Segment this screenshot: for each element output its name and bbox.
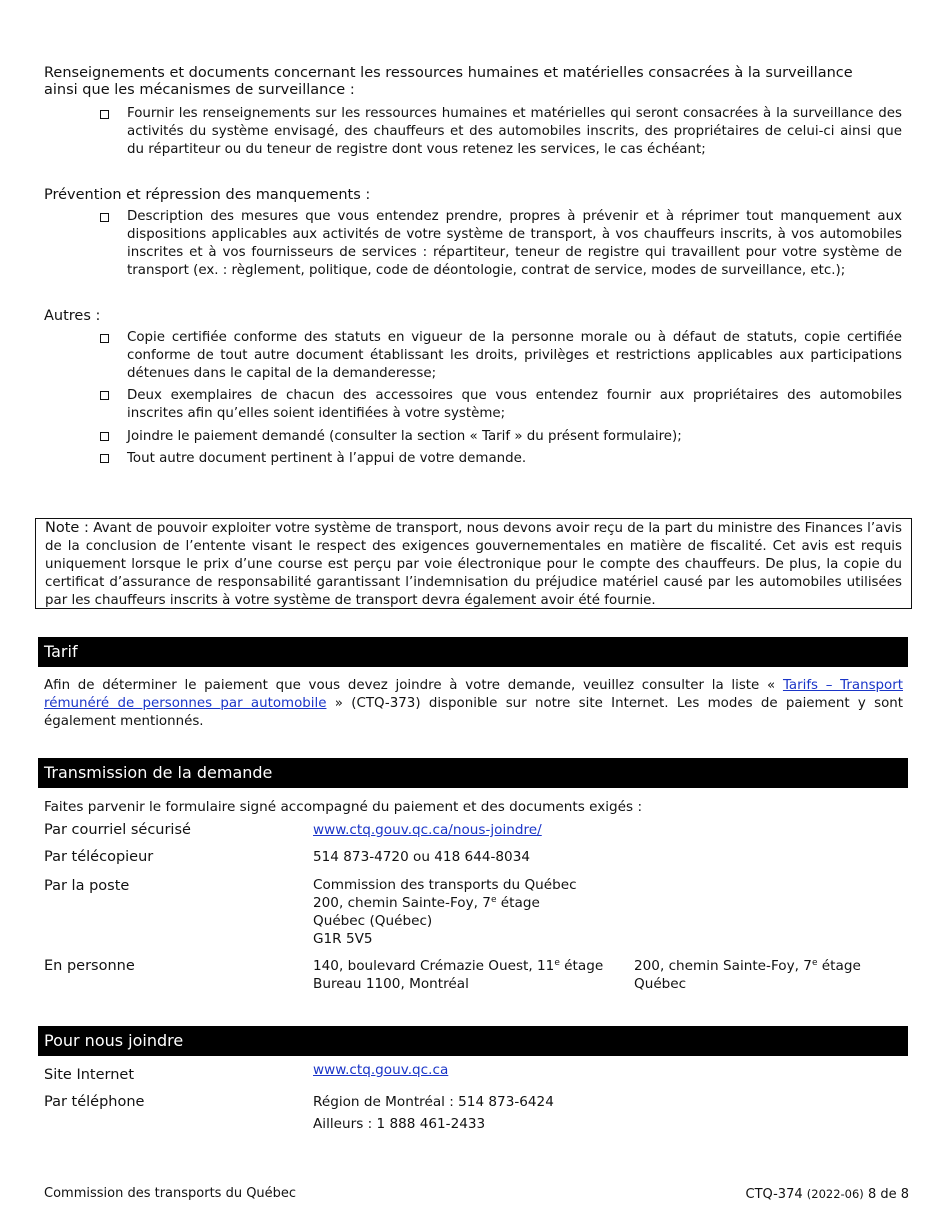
label-telephone: Par téléphone xyxy=(44,1094,145,1110)
label-courriel: Par courriel sécurisé xyxy=(44,822,191,838)
site-link[interactable]: www.ctq.gouv.qc.ca xyxy=(313,1062,449,1078)
checkbox-autres-2[interactable] xyxy=(100,391,109,400)
checklist-item: Fournir les renseignements sur les ressources humaines et matérielles qui seront consacrées à la surveillance des activités du système envisagé, des chauffeurs et des automobiles inscrits, des propriétaires de celui-ci ainsi que du répartiteur ou du teneur de registre dont vous retenez les services, le cas échéant; xyxy=(127,106,902,157)
checkbox-surveillance-1[interactable] xyxy=(100,110,109,119)
footer-organization: Commission des transports du Québec xyxy=(44,1186,297,1201)
checkbox-autres-4[interactable] xyxy=(100,454,109,463)
section-title-transmission: Transmission de la demande xyxy=(44,763,273,782)
section-bar-transmission xyxy=(38,758,908,788)
checkbox-autres-3[interactable] xyxy=(100,432,109,441)
phone-montreal: Région de Montréal : 514 873-6424 xyxy=(313,1094,554,1110)
label-poste: Par la poste xyxy=(44,878,130,894)
section-heading-autres: Autres : xyxy=(44,308,101,324)
tarif-text: » (CTQ-373) disponible sur notre site Internet. Les modes de paiement y sont également mentionnés. xyxy=(44,696,903,729)
section-title-joindre: Pour nous joindre xyxy=(44,1031,184,1050)
checklist-item: Deux exemplaires de chacun des accessoires que vous entendez fournir aux propriétaires des automobiles inscrites afin qu’elles soient identifiées à votre système; xyxy=(127,388,902,421)
poste-line: G1R 5V5 xyxy=(313,931,373,947)
note-text: Avant de pouvoir exploiter votre système de transport, nous devons avoir reçu de la part du ministre des Finances l’avis de la conclusion de l’entente visant le respect des exigences gouvernementales en matière de fiscalité. Cet avis est requis uniquement lorsque le prix d’une course est perçu par voie électronique pour le compte des chauffeurs. De plus, la copie du certificat d’assurance de responsabilité garantissant l’indemnisation du préjudice matériel causé par les automobiles utilisées par les chauffeurs inscrits à votre système de transport devra également avoir été fournie. xyxy=(45,521,902,608)
courriel-link[interactable]: www.ctq.gouv.qc.ca/nous-joindre/ xyxy=(313,822,542,838)
address-montreal xyxy=(313,957,603,993)
checklist-item: Joindre le paiement demandé (consulter la section « Tarif » du présent formulaire); xyxy=(127,429,682,444)
address-line: 140, boulevard Crémazie Ouest, 11e étage xyxy=(313,958,604,974)
address-line: 200, chemin Sainte-Foy, 7e étage xyxy=(634,958,861,974)
footer-page: 8 de 8 xyxy=(867,1187,909,1202)
poste-address xyxy=(313,876,577,948)
label-en-personne: En personne xyxy=(44,958,135,974)
transmission-intro: Faites parvenir le formulaire signé accompagné du paiement et des documents exigés : xyxy=(44,799,643,815)
section-bar-tarif xyxy=(38,637,908,667)
checklist-item: Description des mesures que vous entendez prendre, propres à prévenir et à réprimer tout manquement aux dispositions applicables aux activités de votre système de transport, à vos chauffeurs inscrits, à vos automobiles inscrites et à vos fournisseurs de services : répartiteur, teneur de registre qui travaillent pour votre système de transport (ex. : règlement, politique, code de déontologie, contrat de service, modes de surveillance, etc.); xyxy=(127,209,902,278)
tarif-paragraph xyxy=(44,677,903,731)
poste-line: Commission des transports du Québec xyxy=(313,877,577,893)
section-bar-joindre xyxy=(38,1026,908,1056)
note-box xyxy=(35,518,912,609)
phone-elsewhere: Ailleurs : 1 888 461-2433 xyxy=(313,1116,486,1132)
poste-line: Québec (Québec) xyxy=(313,913,433,929)
address-line: Québec xyxy=(634,976,687,992)
footer-form-info xyxy=(746,1186,910,1203)
address-quebec xyxy=(634,957,861,993)
label-telecopieur: Par télécopieur xyxy=(44,849,154,865)
checklist-item: Copie certifiée conforme des statuts en vigueur de la personne morale ou à défaut de statuts, copie certifiée conforme de tout autre document établissant les droits, privilèges et restrictions applicables aux participations détenues dans le capital de la demanderesse; xyxy=(127,330,902,381)
address-line: Bureau 1100, Montréal xyxy=(313,976,469,992)
section-title-tarif: Tarif xyxy=(44,642,78,661)
footer-code: CTQ-374 xyxy=(745,1187,803,1202)
tarif-link[interactable]: Tarifs – Transport rémunéré de personnes par automobile xyxy=(44,678,904,711)
checklist-item: Tout autre document pertinent à l’appui de votre demande. xyxy=(127,451,527,466)
tarif-text: Afin de déterminer le paiement que vous devez joindre à votre demande, veuillez consulter la liste « xyxy=(44,678,783,693)
section-heading-surveillance: Renseignements et documents concernant les ressources humaines et matérielles consacrées à la surveillance ainsi que les mécanismes de surveillance : xyxy=(44,65,853,98)
checkbox-autres-1[interactable] xyxy=(100,334,109,343)
checkbox-prevention-1[interactable] xyxy=(100,213,109,222)
note-label: Note : xyxy=(45,520,89,536)
footer-version: (2022-06) xyxy=(806,1187,864,1201)
telecopieur-value: 514 873-4720 ou 418 644-8034 xyxy=(313,849,531,865)
label-site-internet: Site Internet xyxy=(44,1067,135,1083)
section-heading-prevention: Prévention et répression des manquements : xyxy=(44,187,371,203)
poste-line: 200, chemin Sainte-Foy, 7e étage xyxy=(313,895,540,911)
